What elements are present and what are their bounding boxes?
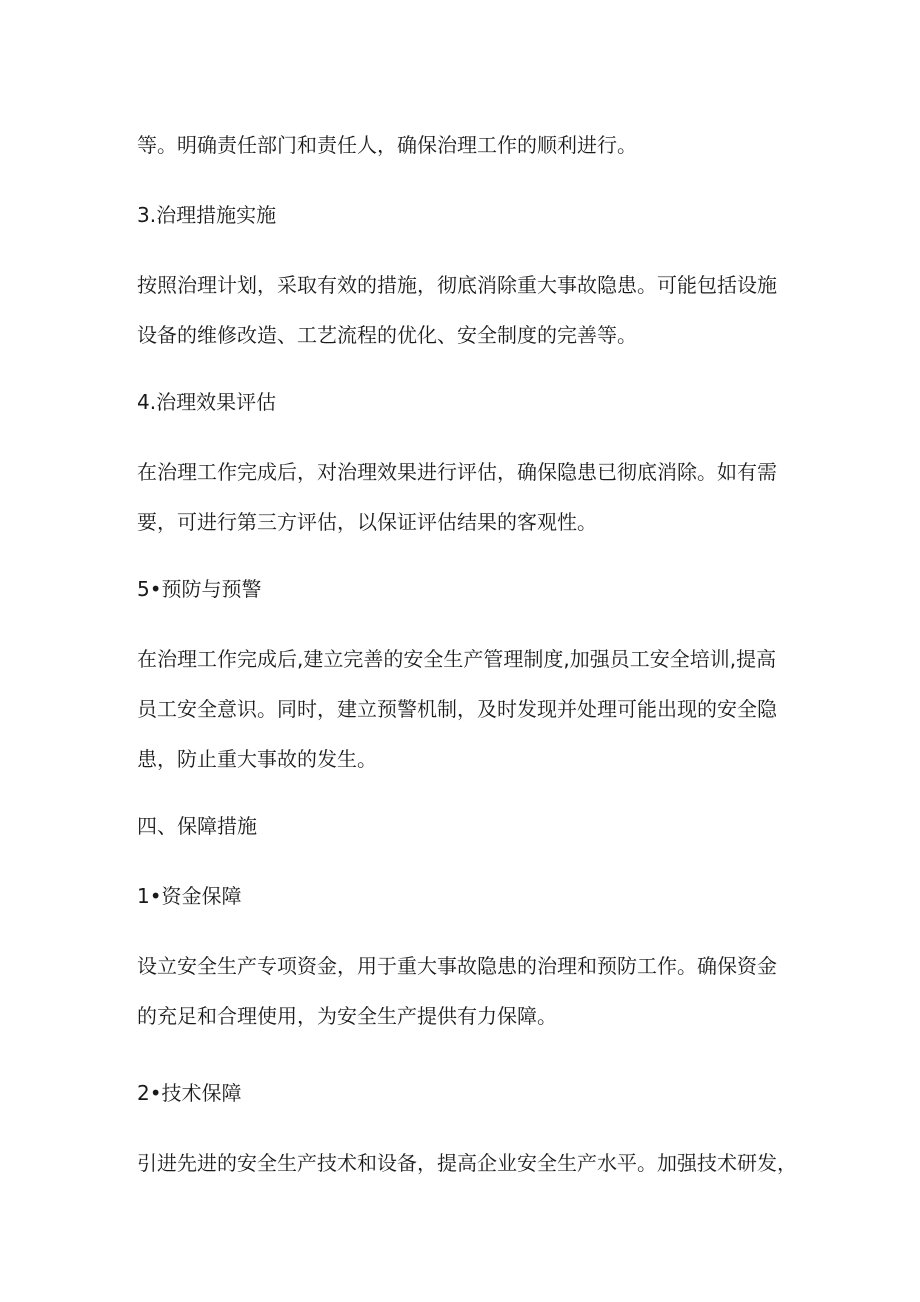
heading-text: 5•预防与预警: [137, 577, 262, 601]
heading-section-4-safeguards: [137, 801, 817, 851]
text-line: 员工安全意识。同时，建立预警机制，及时发现并处理可能出现的安全隐: [137, 697, 777, 721]
paragraph-evaluation: [137, 447, 817, 547]
text-line: 在治理工作完成后，对治理效果进行评估，确保隐患已彻底消除。如有需: [137, 460, 777, 484]
paragraph-measures: [137, 260, 817, 360]
paragraph-funding: [137, 941, 817, 1041]
text-line: 设立安全生产专项资金，用于重大事故隐患的治理和预防工作。确保资金: [137, 954, 777, 978]
text-line: 设备的维修改造、工艺流程的优化、安全制度的完善等。: [137, 323, 637, 347]
paragraph-technology: [137, 1138, 817, 1188]
heading-text: 3.治理措施实施: [137, 203, 277, 227]
text-line: 要，可进行第三方评估，以保证评估结果的客观性。: [137, 510, 597, 534]
heading-text: 4.治理效果评估: [137, 390, 277, 414]
paragraph-prevention: [137, 634, 817, 784]
heading-text: 四、保障措施: [137, 814, 257, 838]
heading-1-funding: [137, 871, 817, 921]
heading-5-prevention: [137, 564, 817, 614]
heading-2-technology: [137, 1068, 817, 1118]
text-line: 患，防止重大事故的发生。: [137, 747, 377, 771]
paragraph-responsibility: [137, 120, 817, 170]
heading-text: 2•技术保障: [137, 1081, 242, 1105]
heading-text: 1•资金保障: [137, 884, 242, 908]
text-line: 等。明确责任部门和责任人，确保治理工作的顺利进行。: [137, 133, 637, 157]
text-line: 按照治理计划，采取有效的措施，彻底消除重大事故隐患。可能包括设施: [137, 273, 777, 297]
text-line: 在治理工作完成后,建立完善的安全生产管理制度,加强员工安全培训,提高: [137, 647, 777, 671]
heading-4-evaluation: [137, 377, 817, 427]
heading-3-measures: [137, 190, 817, 240]
text-line: 引进先进的安全生产技术和设备，提高企业安全生产水平。加强技术研发，: [137, 1151, 797, 1175]
text-line: 的充足和合理使用，为安全生产提供有力保障。: [137, 1004, 557, 1028]
